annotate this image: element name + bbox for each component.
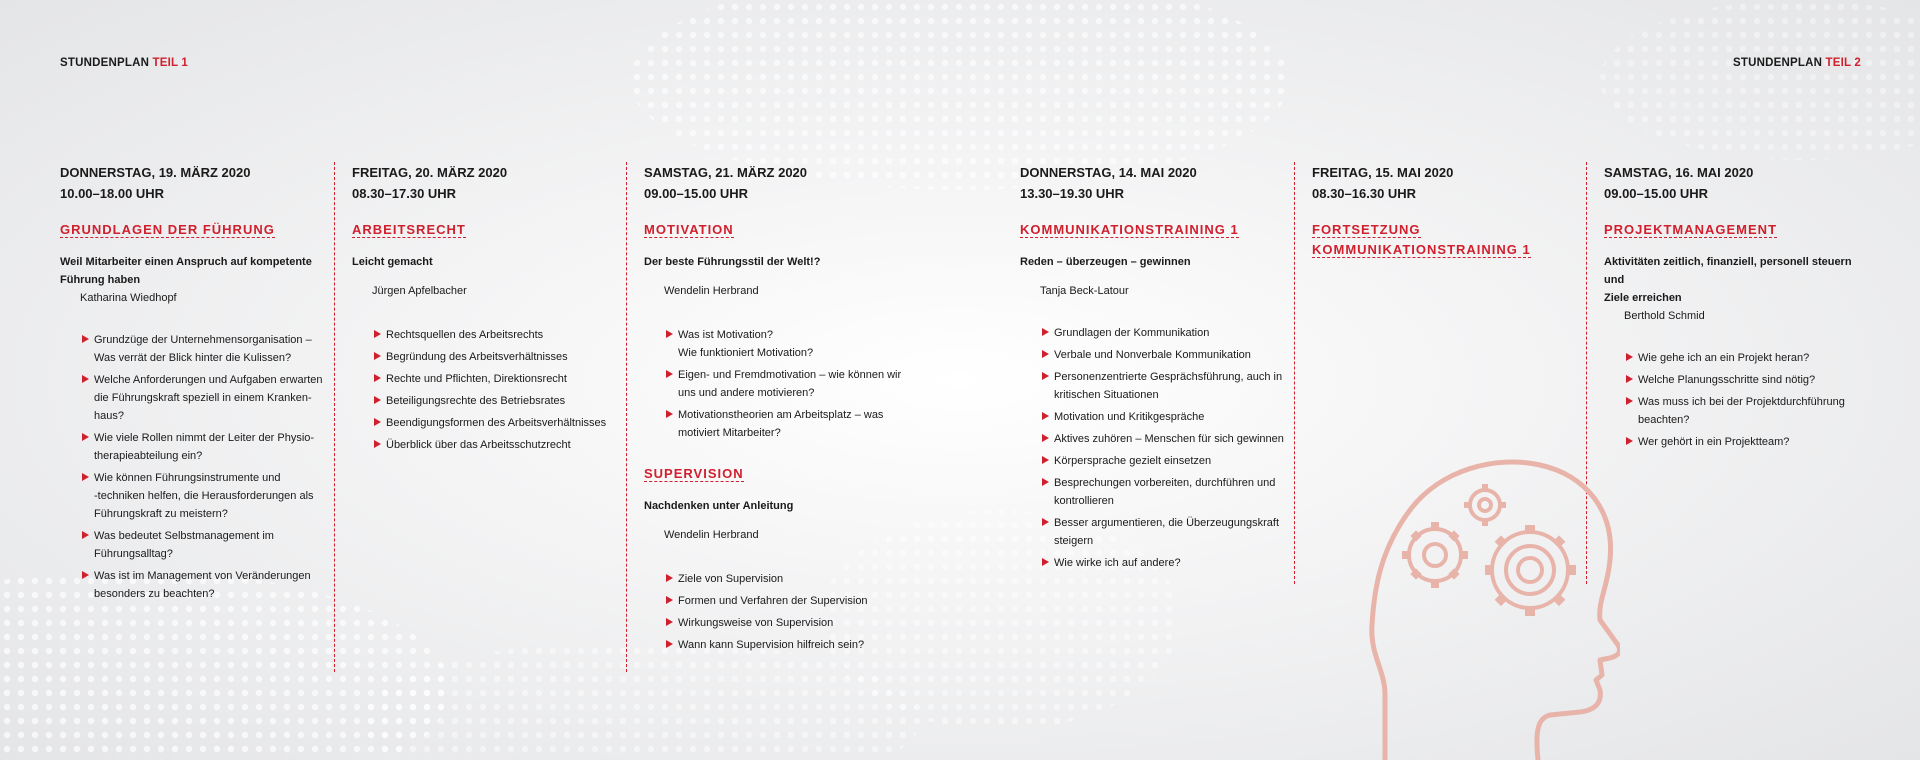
section-title-continued: KOMMUNIKATIONSTRAINING 1 [1312, 242, 1531, 257]
bullet-triangle-icon [1042, 328, 1049, 336]
list-item [1626, 433, 1866, 451]
bullet-triangle-icon [666, 618, 673, 626]
schedule-column-4 [1020, 162, 1288, 576]
bullet-triangle-icon [1042, 434, 1049, 442]
header-right-part: TEIL 2 [1825, 57, 1861, 69]
list-item-text: Formen und Verfahren der Supervision [678, 595, 868, 607]
list-item-text: Rechte und Pflichten, Direktionsrecht [386, 373, 567, 385]
speaker-name: Jürgen Apfelbacher [372, 285, 467, 297]
session-date: SAMSTAG, 21. MÄRZ 2020 [644, 165, 808, 180]
list-item-text: Wie viele Rollen nimmt der Leiter der Physio- therapieabteilung ein? [94, 432, 315, 462]
session-section [644, 464, 912, 654]
session-time: 09.00–15.00 UHR [644, 186, 749, 201]
speaker-name: Wendelin Herbrand [664, 285, 759, 297]
section-title: FORTSETZUNG [1312, 222, 1421, 237]
speaker-name: Berthold Schmid [1624, 310, 1705, 322]
bullet-triangle-icon [666, 574, 673, 582]
list-item [1042, 408, 1288, 426]
topic-list [1604, 349, 1866, 451]
bullet-triangle-icon [374, 352, 381, 360]
session-section [1020, 220, 1288, 572]
bullet-triangle-icon [374, 330, 381, 338]
header-right [1733, 57, 1861, 69]
list-item [666, 326, 912, 362]
list-item [1042, 514, 1288, 550]
list-item [666, 406, 912, 442]
column-separator [334, 162, 335, 672]
bullet-triangle-icon [1042, 518, 1049, 526]
list-item-text: Motivationstheorien am Arbeitsplatz – was motiviert Mitarbeiter? [678, 409, 884, 439]
list-item [374, 326, 620, 344]
list-item-text: Personenzentrierte Gesprächsführung, auch in kritischen Situationen [1054, 371, 1283, 401]
session-time: 13.30–19.30 UHR [1020, 186, 1125, 201]
list-item [1042, 554, 1288, 572]
section-subtitle: Aktivitäten zeitlich, finanziell, personell steuern und Ziele erreichen [1604, 256, 1852, 304]
section-subtitle: Nachdenken unter Anleitung [644, 500, 794, 512]
bullet-triangle-icon [1042, 558, 1049, 566]
section-subtitle: Der beste Führungsstil der Welt!? [644, 256, 821, 268]
schedule-column-1 [60, 162, 328, 607]
list-item-text: Welche Planungsschritte sind nötig? [1638, 374, 1816, 386]
topic-list [1020, 324, 1288, 572]
schedule-column-2 [352, 162, 620, 458]
section-title: KOMMUNIKATIONSTRAINING 1 [1020, 222, 1239, 237]
head-gears-icon [1360, 440, 1620, 760]
section-title: PROJEKTMANAGEMENT [1604, 222, 1778, 237]
list-item-text: Verbale und Nonverbale Kommunikation [1054, 349, 1251, 361]
column-separator [626, 162, 627, 672]
list-item [82, 371, 328, 425]
list-item-text: Eigen- und Fremdmotivation – wie können wir uns und andere motivieren? [678, 369, 902, 399]
section-subtitle: Weil Mitarbeiter einen Anspruch auf kompetente Führung haben [60, 256, 312, 286]
list-item-text: Aktives zuhören – Menschen für sich gewinnen [1054, 433, 1284, 445]
bullet-triangle-icon [666, 640, 673, 648]
topic-list [60, 331, 328, 603]
list-item-text: Überblick über das Arbeitsschutzrecht [386, 439, 571, 451]
bullet-triangle-icon [82, 531, 89, 539]
list-item-text: Wie gehe ich an ein Projekt heran? [1638, 352, 1810, 364]
bullet-triangle-icon [666, 596, 673, 604]
column-separator [1294, 162, 1295, 584]
list-item [666, 636, 912, 654]
list-item-text: Wie können Führungsinstrumente und -techniken helfen, die Herausforderungen als Führungskraft zu meistern? [94, 472, 314, 520]
bullet-triangle-icon [374, 418, 381, 426]
list-item-text: Beendigungsformen des Arbeitsverhältnisses [386, 417, 607, 429]
list-item-text: Besser argumentieren, die Überzeugungskraft steigern [1054, 517, 1280, 547]
list-item-text: Körpersprache gezielt einsetzen [1054, 455, 1212, 467]
list-item [1626, 393, 1866, 429]
bullet-triangle-icon [82, 335, 89, 343]
list-item [666, 592, 912, 610]
header-left-part: TEIL 1 [152, 57, 188, 69]
header-right-label: STUNDENPLAN [1733, 57, 1823, 69]
header-left [60, 57, 188, 69]
list-item [1042, 346, 1288, 364]
session-section [352, 220, 620, 454]
list-item-text: Ziele von Supervision [678, 573, 784, 585]
list-item-text: Was muss ich bei der Projektdurchführung beachten? [1638, 396, 1845, 426]
bullet-triangle-icon [1626, 353, 1633, 361]
list-item [374, 414, 620, 432]
list-item-text: Wer gehört in ein Projektteam? [1638, 436, 1790, 448]
list-item [666, 570, 912, 588]
list-item [1042, 368, 1288, 404]
bullet-triangle-icon [1042, 372, 1049, 380]
bullet-triangle-icon [82, 375, 89, 383]
bullet-triangle-icon [82, 433, 89, 441]
session-date: DONNERSTAG, 14. MAI 2020 [1020, 165, 1197, 180]
session-time: 10.00–18.00 UHR [60, 186, 165, 201]
topic-list [352, 326, 620, 454]
bullet-triangle-icon [82, 473, 89, 481]
topic-list [644, 570, 912, 654]
section-title: SUPERVISION [644, 466, 744, 481]
bullet-triangle-icon [666, 370, 673, 378]
session-date: FREITAG, 15. MAI 2020 [1312, 165, 1454, 180]
list-item [82, 331, 328, 367]
session-date: DONNERSTAG, 19. MÄRZ 2020 [60, 165, 251, 180]
bullet-triangle-icon [1626, 437, 1633, 445]
list-item [374, 370, 620, 388]
list-item-text: Was ist im Management von Veränderungen besonders zu beachten? [94, 570, 311, 600]
schedule-column-6 [1604, 162, 1866, 455]
bullet-triangle-icon [666, 330, 673, 338]
bullet-triangle-icon [1626, 397, 1633, 405]
session-time: 08.30–16.30 UHR [1312, 186, 1417, 201]
bullet-triangle-icon [666, 410, 673, 418]
session-time: 09.00–15.00 UHR [1604, 186, 1709, 201]
list-item-text: Grundlagen der Kommunikation [1054, 327, 1210, 339]
list-item [374, 436, 620, 454]
session-section [644, 220, 912, 442]
list-item [1626, 371, 1866, 389]
topic-list [644, 326, 912, 442]
bullet-triangle-icon [82, 571, 89, 579]
schedule-column-5 [1312, 162, 1580, 260]
list-item [1042, 324, 1288, 342]
session-date: FREITAG, 20. MÄRZ 2020 [352, 165, 508, 180]
session-section [60, 220, 328, 603]
list-item [374, 348, 620, 366]
session-section [1604, 220, 1866, 451]
list-item-text: Was bedeutet Selbstmanagement im Führungsalltag? [94, 530, 274, 560]
section-title: GRUNDLAGEN DER FÜHRUNG [60, 222, 275, 237]
list-item [1042, 430, 1288, 448]
list-item [82, 567, 328, 603]
session-time: 08.30–17.30 UHR [352, 186, 457, 201]
section-subtitle: Reden – überzeugen – gewinnen [1020, 256, 1191, 268]
list-item-text: Welche Anforderungen und Aufgaben erwarten die Führungskraft speziell in einem Kranken- haus? [94, 374, 323, 422]
list-item [374, 392, 620, 410]
section-title: ARBEITSRECHT [352, 222, 466, 237]
bullet-triangle-icon [1042, 456, 1049, 464]
section-title: MOTIVATION [644, 222, 734, 237]
speaker-name: Tanja Beck-Latour [1040, 285, 1129, 297]
list-item [1626, 349, 1866, 367]
bullet-triangle-icon [1626, 375, 1633, 383]
list-item-text: Was ist Motivation? Wie funktioniert Motivation? [678, 329, 814, 359]
list-item [82, 429, 328, 465]
list-item-text: Grundzüge der Unternehmensorganisation – Was verrät der Blick hinter die Kulissen? [94, 334, 312, 364]
list-item-text: Motivation und Kritikgespräche [1054, 411, 1205, 423]
list-item [1042, 452, 1288, 470]
speaker-name: Katharina Wiedhopf [80, 292, 177, 304]
session-section [1312, 220, 1580, 260]
list-item [82, 469, 328, 523]
speaker-name: Wendelin Herbrand [664, 529, 759, 541]
list-item-text: Begründung des Arbeitsverhältnisses [386, 351, 568, 363]
list-item-text: Wirkungsweise von Supervision [678, 617, 834, 629]
list-item [82, 527, 328, 563]
bullet-triangle-icon [1042, 350, 1049, 358]
schedule-column-3 [644, 162, 912, 658]
section-subtitle: Leicht gemacht [352, 256, 433, 268]
bullet-triangle-icon [374, 374, 381, 382]
list-item-text: Beteiligungsrechte des Betriebsrates [386, 395, 566, 407]
list-item-text: Wann kann Supervision hilfreich sein? [678, 639, 865, 651]
session-date: SAMSTAG, 16. MAI 2020 [1604, 165, 1754, 180]
header-left-label: STUNDENPLAN [60, 57, 150, 69]
list-item [1042, 474, 1288, 510]
bullet-triangle-icon [1042, 412, 1049, 420]
list-item-text: Rechtsquellen des Arbeitsrechts [386, 329, 544, 341]
list-item-text: Wie wirke ich auf andere? [1054, 557, 1181, 569]
list-item [666, 366, 912, 402]
bullet-triangle-icon [374, 396, 381, 404]
list-item [666, 614, 912, 632]
list-item-text: Besprechungen vorbereiten, durchführen und kontrollieren [1054, 477, 1276, 507]
bullet-triangle-icon [1042, 478, 1049, 486]
bullet-triangle-icon [374, 440, 381, 448]
